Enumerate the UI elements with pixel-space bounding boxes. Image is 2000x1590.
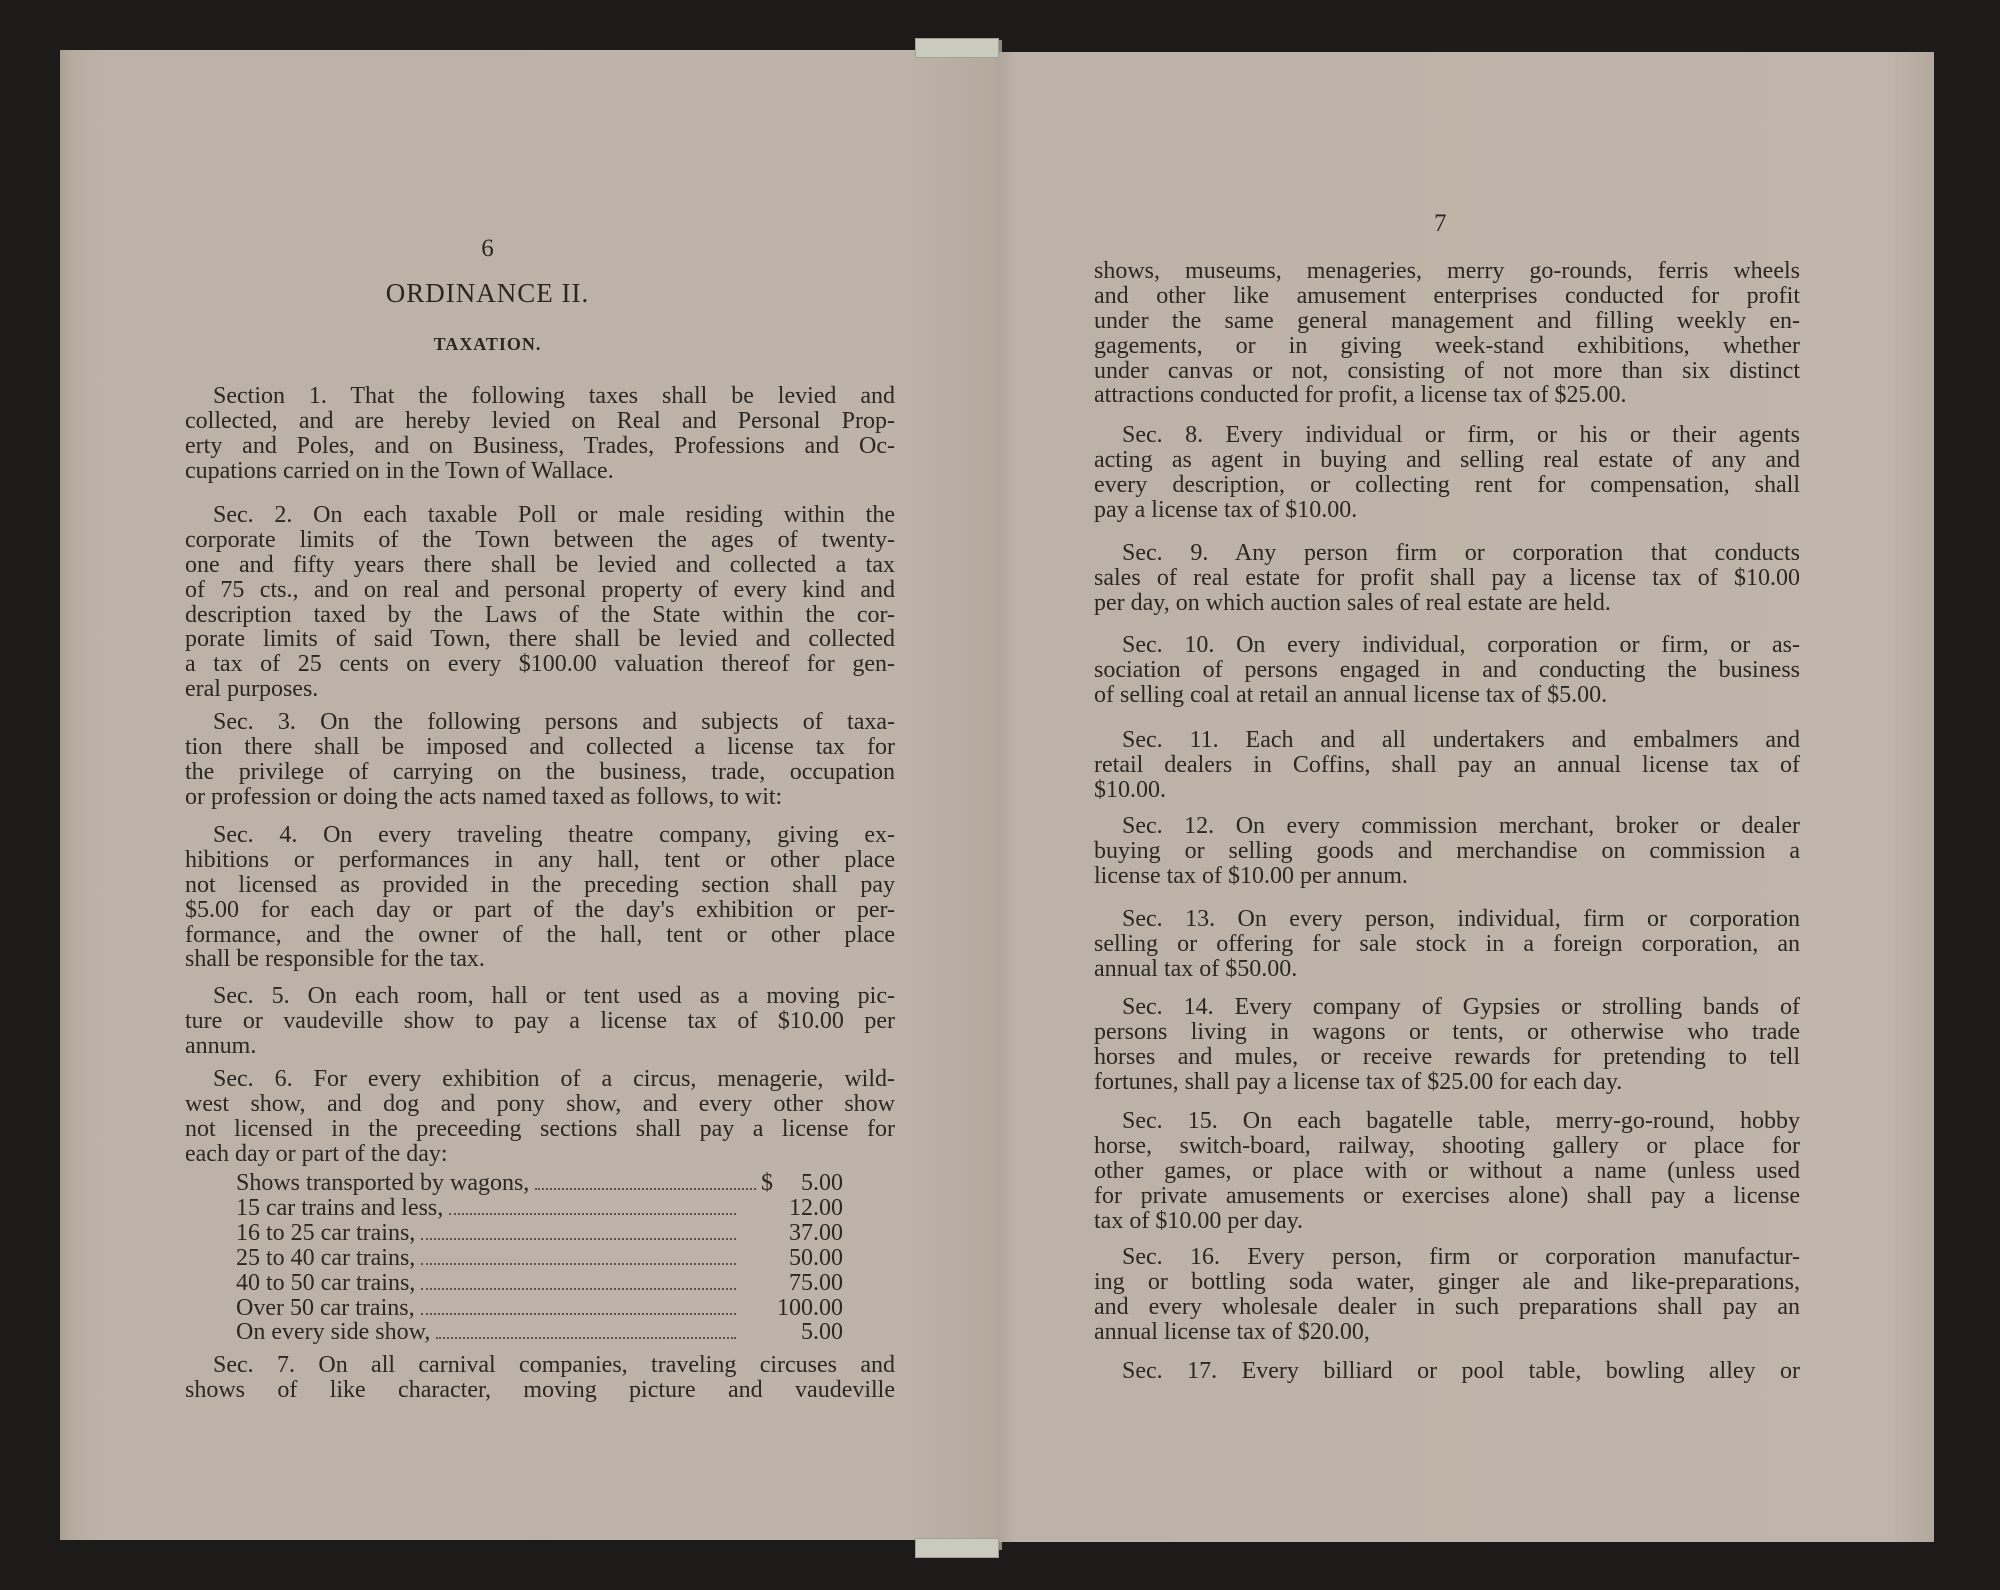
section-paragraph bbox=[185, 1353, 895, 1403]
fee-label: 16 to 25 car trains, bbox=[236, 1219, 416, 1246]
section-paragraph bbox=[185, 710, 895, 810]
text-line: porate limits of said Town, there shall be levied and collected bbox=[185, 626, 895, 653]
text-line: description taxed by the Laws of the State within the cor- bbox=[185, 601, 895, 628]
text-line: of 75 cts., and on real and personal property of every kind and bbox=[185, 576, 895, 603]
section-paragraph bbox=[1094, 1245, 1800, 1345]
binding-tape-top bbox=[915, 38, 999, 58]
text-line: shows of like character, moving picture and vaudeville bbox=[185, 1376, 895, 1403]
section-paragraph bbox=[185, 503, 895, 702]
text-line: Sec. 17. Every billiard or pool table, bowling alley or bbox=[1122, 1358, 1800, 1384]
text-line: annual tax of $50.00. bbox=[1094, 955, 1298, 982]
text-line: collected, and are hereby levied on Real and Personal Prop- bbox=[185, 407, 895, 434]
section-heading: TAXATION. bbox=[433, 334, 542, 354]
text-line: of selling coal at retail an annual license tax of $5.00. bbox=[1094, 681, 1608, 708]
text-line: under the same general management and filling weekly en- bbox=[1094, 307, 1800, 334]
text-line: acting as agent in buying and selling real estate of any and bbox=[1094, 446, 1800, 473]
section-paragraph bbox=[1094, 1359, 1800, 1384]
text-line: a tax of 25 cents on every $100.00 valuation thereof for gen- bbox=[185, 651, 895, 678]
text-line: Sec. 5. On each room, hall or tent used as a moving pic- bbox=[213, 983, 895, 1009]
text-line: west show, and dog and pony show, and every other show bbox=[185, 1090, 895, 1117]
fee-row bbox=[236, 1171, 843, 1196]
text-line: persons living in wagons or tents, or otherwise who trade bbox=[1094, 1018, 1800, 1045]
text-line: cupations carried on in the Town of Wallace. bbox=[185, 457, 614, 484]
text-line: horses and mules, or receive rewards for pretending to tell bbox=[1094, 1043, 1800, 1070]
text-line: and other like amusement enterprises conducted for profit bbox=[1094, 282, 1800, 309]
text-line: Sec. 16. Every person, firm or corporation manufactur- bbox=[1122, 1244, 1800, 1270]
section-paragraph bbox=[185, 984, 895, 1059]
text-line: Sec. 3. On the following persons and subjects of taxa- bbox=[213, 709, 895, 735]
continued-paragraph bbox=[1094, 259, 1800, 408]
fee-amount: 37.00 bbox=[789, 1219, 843, 1246]
text-line: pay a license tax of $10.00. bbox=[1094, 496, 1358, 523]
text-line: eral purposes. bbox=[185, 676, 319, 703]
dot-leader bbox=[535, 1188, 756, 1190]
fee-amount: 50.00 bbox=[789, 1244, 843, 1271]
text-line: gagements, or in giving week-stand exhibitions, whether bbox=[1094, 332, 1800, 359]
section-paragraph bbox=[185, 384, 895, 484]
text-line: erty and Poles, and on Business, Trades, Professions and Oc- bbox=[185, 432, 895, 459]
section-paragraph bbox=[1094, 814, 1800, 889]
text-line: every description, or collecting rent for compensation, shall bbox=[1094, 471, 1800, 498]
text-line: fortunes, shall pay a license tax of $25.00 for each day. bbox=[1094, 1068, 1623, 1095]
section-paragraph bbox=[185, 823, 895, 972]
text-line: Sec. 8. Every individual or firm, or his or their agents bbox=[1122, 422, 1800, 448]
text-line: sociation of persons engaged in and conducting the business bbox=[1094, 656, 1800, 683]
fee-amount: 12.00 bbox=[789, 1194, 843, 1221]
text-line: buying or selling goods and merchandise on commission a bbox=[1094, 837, 1800, 864]
fee-row bbox=[236, 1296, 843, 1321]
text-line: $5.00 for each day or part of the day's exhibition or per- bbox=[185, 896, 895, 923]
currency-sign: $ bbox=[761, 1170, 773, 1196]
text-line: Sec. 11. Each and all undertakers and embalmers and bbox=[1122, 727, 1800, 753]
text-line: per day, on which auction sales of real estate are held. bbox=[1094, 589, 1611, 616]
fee-row bbox=[236, 1271, 843, 1296]
dot-leader bbox=[436, 1337, 736, 1339]
ordinance-title: ORDINANCE II. bbox=[385, 278, 590, 308]
text-line: $10.00. bbox=[1094, 776, 1166, 803]
text-line: Section 1. That the following taxes shall be levied and bbox=[213, 383, 895, 409]
text-line: each day or part of the day: bbox=[185, 1140, 448, 1167]
section-paragraph bbox=[1094, 1109, 1800, 1233]
fee-label: Over 50 car trains, bbox=[236, 1294, 415, 1321]
text-line: shall be responsible for the tax. bbox=[185, 946, 485, 973]
text-line: selling or offering for sale stock in a foreign corporation, an bbox=[1094, 930, 1800, 957]
section-paragraph bbox=[185, 1067, 895, 1167]
text-line: ture or vaudeville show to pay a license tax of $10.00 per bbox=[185, 1007, 895, 1034]
text-line: annual license tax of $20.00, bbox=[1094, 1318, 1370, 1345]
text-line: horse, switch-board, railway, shooting gallery or place for bbox=[1094, 1132, 1800, 1159]
dot-leader bbox=[421, 1263, 736, 1265]
text-line: ing or bottling soda water, ginger ale and like-preparations, bbox=[1094, 1268, 1800, 1295]
text-line: under canvas or not, consisting of not more than six distinct bbox=[1094, 357, 1800, 384]
section-paragraph bbox=[1094, 423, 1800, 523]
text-line: attractions conducted for profit, a license tax of $25.00. bbox=[1094, 382, 1627, 409]
text-line: tax of $10.00 per day. bbox=[1094, 1207, 1304, 1234]
dot-leader bbox=[421, 1313, 736, 1315]
text-line: Sec. 10. On every individual, corporation or firm, or as- bbox=[1122, 632, 1800, 658]
text-line: the privilege of carrying on the business, trade, occupation bbox=[185, 758, 895, 785]
text-line: Sec. 9. Any person firm or corporation that conducts bbox=[1122, 540, 1800, 566]
fee-row bbox=[236, 1221, 843, 1246]
dot-leader bbox=[421, 1288, 736, 1290]
text-line: Sec. 12. On every commission merchant, broker or dealer bbox=[1122, 813, 1800, 839]
section-paragraph bbox=[1094, 907, 1800, 982]
fee-label: 15 car trains and less, bbox=[236, 1194, 444, 1221]
fee-amount: 5.00 bbox=[801, 1170, 843, 1196]
page-number: 7 bbox=[1434, 210, 1447, 237]
fee-label: 40 to 50 car trains, bbox=[236, 1269, 416, 1296]
text-line: Sec. 15. On each bagatelle table, merry-go-round, hobby bbox=[1122, 1108, 1800, 1134]
text-line: or profession or doing the acts named taxed as follows, to wit: bbox=[185, 783, 783, 810]
section-paragraph bbox=[1094, 541, 1800, 616]
text-line: and every wholesale dealer in such preparations shall pay an bbox=[1094, 1293, 1800, 1320]
text-line: corporate limits of the Town between the ages of twenty- bbox=[185, 526, 895, 553]
fee-amount: 100.00 bbox=[777, 1294, 843, 1321]
text-line: not licensed as provided in the preceding section shall pay bbox=[185, 871, 895, 898]
page-number: 6 bbox=[481, 235, 494, 262]
section-paragraph bbox=[1094, 633, 1800, 708]
text-line: tion there shall be imposed and collected a license tax for bbox=[185, 733, 895, 760]
binding-tape-bottom bbox=[915, 1538, 999, 1558]
fee-row bbox=[236, 1320, 843, 1345]
fee-amount: 5.00 bbox=[801, 1319, 843, 1346]
text-line: Sec. 4. On every traveling theatre company, giving ex- bbox=[213, 822, 895, 848]
text-line: Sec. 14. Every company of Gypsies or strolling bands of bbox=[1122, 994, 1800, 1020]
text-line: retail dealers in Coffins, shall pay an annual license tax of bbox=[1094, 751, 1800, 778]
text-line: for private amusements or exercises alone) shall pay a license bbox=[1094, 1182, 1800, 1209]
text-line: not licensed in the preceeding sections shall pay a license for bbox=[185, 1115, 895, 1142]
left-page bbox=[60, 50, 996, 1540]
fee-amount: 75.00 bbox=[789, 1269, 843, 1296]
section-paragraph bbox=[1094, 995, 1800, 1095]
text-line: one and fifty years there shall be levied and collected a tax bbox=[185, 551, 895, 578]
text-line: license tax of $10.00 per annum. bbox=[1094, 862, 1408, 889]
fee-label: 25 to 40 car trains, bbox=[236, 1244, 416, 1271]
fee-table bbox=[236, 1171, 843, 1347]
text-line: shows, museums, menageries, merry go-rounds, ferris wheels bbox=[1094, 258, 1800, 284]
dot-leader bbox=[421, 1238, 736, 1240]
text-line: sales of real estate for profit shall pay a license tax of $10.00 bbox=[1094, 564, 1800, 591]
text-line: Sec. 6. For every exhibition of a circus, menagerie, wild- bbox=[213, 1066, 895, 1092]
fee-label: On every side show, bbox=[236, 1319, 431, 1346]
fee-row bbox=[236, 1246, 843, 1271]
text-line: other games, or place with or without a name (unless used bbox=[1094, 1157, 1800, 1184]
text-line: Sec. 7. On all carnival companies, traveling circuses and bbox=[213, 1352, 895, 1378]
dot-leader bbox=[449, 1213, 736, 1215]
fee-row bbox=[236, 1196, 843, 1221]
section-paragraph bbox=[1094, 728, 1800, 803]
text-line: hibitions or performances in any hall, tent or other place bbox=[185, 846, 895, 873]
text-line: formance, and the owner of the hall, tent or other place bbox=[185, 921, 895, 948]
text-line: Sec. 2. On each taxable Poll or male residing within the bbox=[213, 502, 895, 528]
text-line: annum. bbox=[185, 1032, 257, 1059]
text-line: Sec. 13. On every person, individual, firm or corporation bbox=[1122, 906, 1800, 932]
right-page bbox=[996, 52, 1934, 1542]
fee-label: Shows transported by wagons, bbox=[236, 1170, 530, 1196]
